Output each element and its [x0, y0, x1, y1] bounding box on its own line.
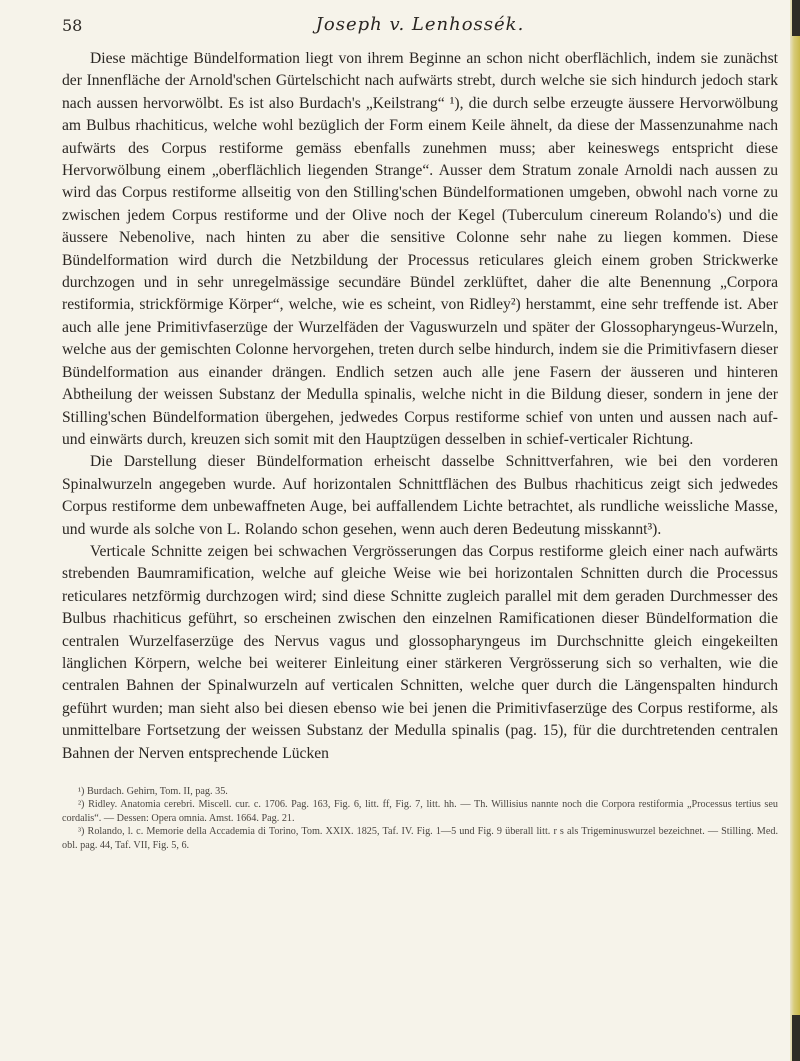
page-edge-shadow — [792, 0, 800, 36]
footnote: ¹) Burdach. Gehirn, Tom. II, pag. 35. — [78, 786, 228, 797]
footnote: ³) Rolando, l. c. Memorie della Accademia di Torino, Tom. XXIX. 1825, Taf. IV. Fig. 1—5 und Fig. 9 überall litt. r s als Trigeminuswurzel bezeichnet. — Stilling. Med. obl. pag. 44, Taf. VII, Fig. 5, 6. — [62, 826, 778, 851]
page-number: 58 — [62, 16, 83, 35]
running-head: Joseph v. Lenhossék. — [315, 14, 525, 35]
page-edge-shadow — [792, 1015, 800, 1061]
body-text — [62, 48, 778, 765]
page-edge — [790, 0, 800, 1061]
book-page — [62, 14, 778, 852]
page-header — [62, 14, 778, 48]
footnote: ²) Ridley. Anatomia cerebri. Miscell. cur. c. 1706. Pag. 163, Fig. 6, litt. ff, Fig. 7, litt. hh. — Th. Willisius nannte noch die Corpora restiformia „Processus tertius seu cordalis“. — Dessen: Opera omnia. Amst. 1664. Pag. 21. — [62, 799, 778, 824]
paragraph: Verticale Schnitte zeigen bei schwachen Vergrösserungen das Corpus restiforme gleich einer nach aufwärts strebenden Baumramification, welche auf gleiche Weise wie bei horizontalen Schnitten durch die Processus reticulares netzförmig durchzogen wird; sind diese Schnitte zugleich parallel mit dem geraden Durchmesser des Bulbus rhachiticus geführt, so erscheinen zwischen den einzelnen Ramificationen dieser Bündelformation die centralen Wurzelfaserzüge des Nervus vagus und glossopharyngeus im Durchschnitte gleich eingekeilten länglichen Körpern, welche bei weiterer Einleitung einer stärkeren Vergrösserung sich so verhalten, wie die centralen Bahnen der Spinalwurzeln auf verticalen Schnitten, welche quer durch die Längenspalten hindurch geführt wurden; man sieht also bei diesen ebenso wie bei jenen die Primitivfaserzüge des Corpus restiforme, als unmittelbare Fortsetzung der weissen Substanz der Medulla spinalis (pag. 15), für die durchtretenden centralen Bahnen der Nerven entsprechende Lücken — [62, 542, 778, 762]
paragraph: Diese mächtige Bündelformation liegt von ihrem Beginne an schon nicht oberflächlich, indem sie zunächst der Innenfläche der Arnold'schen Gürtelschicht nach aufwärts strebt, durch welche sie sich hindurch jedoch stark nach aussen hervorwölbt. Es ist also Burdach's „Keilstrang“ ¹), die durch selbe erzeugte äussere Hervorwölbung am Bulbus rhachiticus, welche wohl bezüglich der Form einem Keile ähnelt, da diese der Massenzunahme nach aufwärts des Corpus restiforme gemäss ebenfalls zunehmen muss; aber keineswegs entspricht diese Hervorwölbung einem „oberflächlich liegenden Strange“. Ausser dem Stratum zonale Arnoldi nach aussen zu wird das Corpus restiforme allseitig von den Stilling'schen Bündelformationen umgeben, obwohl nach vorne zu zwischen jedem Corpus restiforme und der Olive noch der Kegel (Tuberculum cinereum Rolando's) und die äussere Nebenolive, nach hinten zu aber die sensitive Colonne sehr nahe zu liegen kommen. Diese Bündelformation wird durch die Netzbildung der Processus reticulares gleich einem groben Strickwerke durchzogen und in sehr unregelmässige secundäre Bündel zerklüftet, daher die alte Benennung „Corpora restiformia, strickförmige Körper“, welche, wie es scheint, von Ridley²) herstammt, eine sehr treffende ist. Aber auch alle jene Primitivfaserzüge der Wurzelfäden der Vaguswurzeln und später der Glossopharyngeus-Wurzeln, welche aus der gemischten Colonne hervorgehen, treten durch selbe hindurch, indem sie die Primitivfasern dieser Bündelformation aus einander drängen. Endlich setzen auch alle jene Fasern der äusseren und hinteren Abtheilung der weissen Substanz der Medulla spinalis, welche nicht in die Bildung dieser, sondern in jene der Stilling'schen Bündelformation übergehen, jedwedes Corpus restiforme schief von unten und aussen nach auf- und einwärts durch, kreuzen sich somit mit den Hauptzügen desselben in schief-verticaler Richtung. — [62, 50, 779, 448]
paragraph: Die Darstellung dieser Bündelformation erheischt dasselbe Schnittverfahren, wie bei den vorderen Spinalwurzeln angegeben wurde. Auf horizontalen Schnittflächen des Bulbus rhachiticus zeigt sich jedwedes Corpus restiforme dem unbewaffneten Auge, bei auffallendem Lichte betrachtet, als rundliche weissliche Masse, und wurde als solche von L. Rolando schon gesehen, wenn auch deren Bedeutung misskannt³). — [62, 453, 778, 538]
footnotes — [62, 777, 778, 852]
